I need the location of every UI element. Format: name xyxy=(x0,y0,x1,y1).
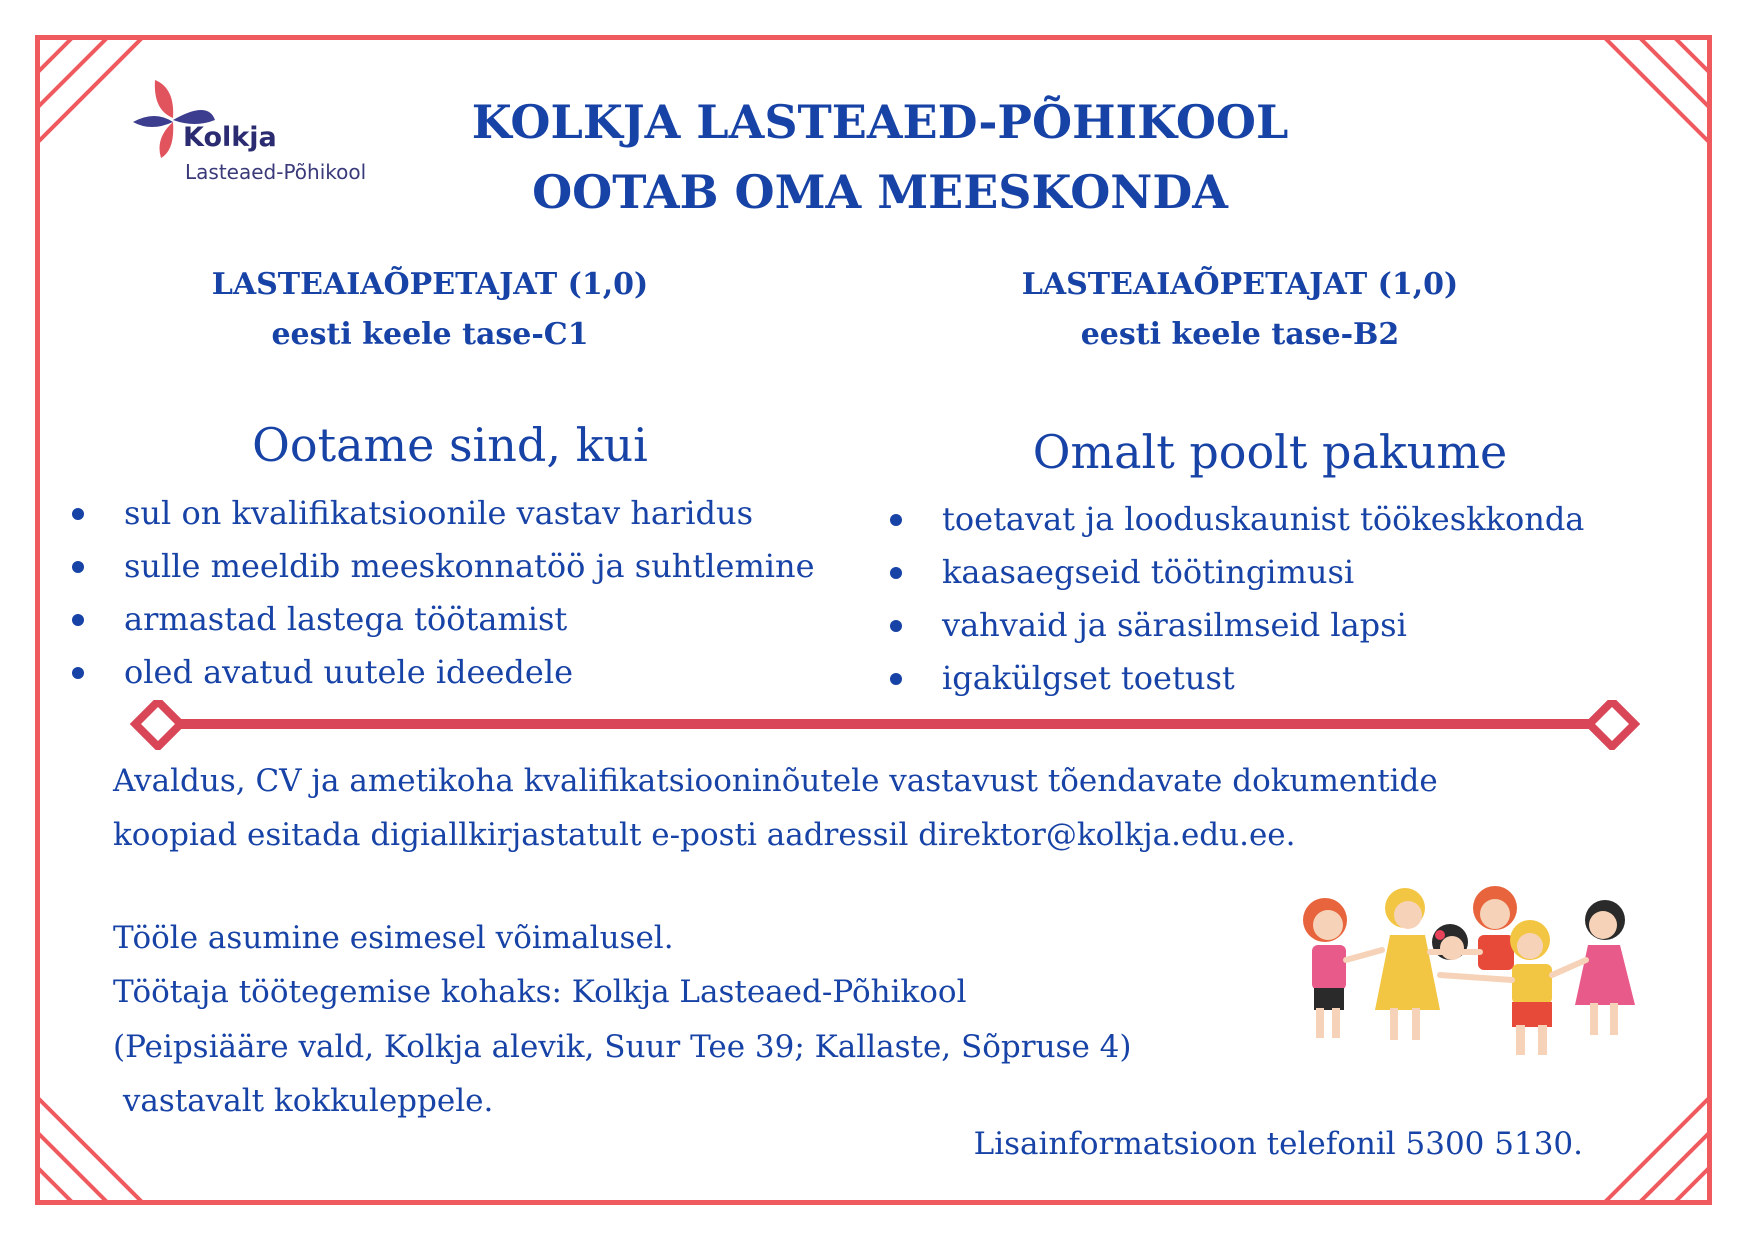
bullet-icon xyxy=(72,667,84,679)
bullet-icon xyxy=(890,620,902,632)
list-item: sul on kvalifikatsioonile vastav haridus xyxy=(72,487,815,540)
list-item: armastad lastega töötamist xyxy=(72,593,815,646)
list-item: igakülgset toetust xyxy=(890,652,1584,705)
start-date-text: Tööle asumine esimesel võimalusel. xyxy=(113,920,674,956)
list-item: vahvaid ja särasilmseid lapsi xyxy=(890,599,1584,652)
application-line-2: koopiad esitada digiallkirjastatult e-posti aadressil direktor@kolkja.edu.ee. xyxy=(113,817,1296,853)
requirements-heading: Ootame sind, kui xyxy=(252,418,648,472)
child-2 xyxy=(1375,888,1440,1040)
contact-phone-text: Lisainformatsioon telefonil 5300 5130. xyxy=(973,1126,1583,1162)
page-title-line-2: OOTAB OMA MEESKONDA xyxy=(532,165,1228,219)
position-right-level: eesti keele tase-B2 xyxy=(1080,317,1400,352)
position-right-title: LASTEAIAÕPETAJAT (1,0) xyxy=(1021,267,1459,302)
bullet-icon xyxy=(72,614,84,626)
requirements-list xyxy=(72,487,815,699)
bullet-icon xyxy=(890,567,902,579)
children-illustration xyxy=(1290,880,1650,1080)
application-line-1: Avaldus, CV ja ametikoha kvalifikatsiooninõutele vastavust tõendavate dokumentide xyxy=(113,763,1438,799)
address-text: (Peipsiääre vald, Kolkja alevik, Suur Tee 39; Kallaste, Sõpruse 4) xyxy=(113,1029,1132,1065)
position-left-title: LASTEAIAÕPETAJAT (1,0) xyxy=(211,267,649,302)
list-item: sulle meeldib meeskonnatöö ja suhtlemine xyxy=(72,540,815,593)
workplace-text: Töötaja töötegemise kohaks: Kolkja Lasteaed-Põhikool xyxy=(113,974,967,1010)
bullet-icon xyxy=(72,561,84,573)
offers-list xyxy=(890,493,1584,705)
list-item: oled avatud uutele ideedele xyxy=(72,646,815,699)
child-1 xyxy=(1303,898,1347,1038)
child-6 xyxy=(1575,900,1635,1035)
child-5 xyxy=(1510,920,1552,1055)
logo-name: Kolkja xyxy=(183,122,277,153)
page-title-line-1: KOLKJA LASTEAED-PÕHIKOOL xyxy=(471,95,1289,149)
corner-stripes-top-right xyxy=(1582,35,1712,165)
logo-subtitle: Lasteaed-Põhikool xyxy=(185,160,367,184)
bullet-icon xyxy=(890,514,902,526)
child-4 xyxy=(1473,886,1517,970)
list-item: toetavat ja looduskaunist töökeskkonda xyxy=(890,493,1584,546)
bullet-icon xyxy=(890,673,902,685)
position-right xyxy=(940,260,1540,360)
list-item: kaasaegseid töötingimusi xyxy=(890,546,1584,599)
agreement-text: vastavalt kokkuleppele. xyxy=(113,1083,494,1119)
offers-heading: Omalt poolt pakume xyxy=(1032,425,1508,479)
position-left xyxy=(130,260,730,360)
position-left-level: eesti keele tase-C1 xyxy=(271,317,589,352)
bullet-icon xyxy=(72,508,84,520)
section-divider xyxy=(130,700,1640,750)
corner-stripes-bottom-right xyxy=(1582,1075,1712,1205)
